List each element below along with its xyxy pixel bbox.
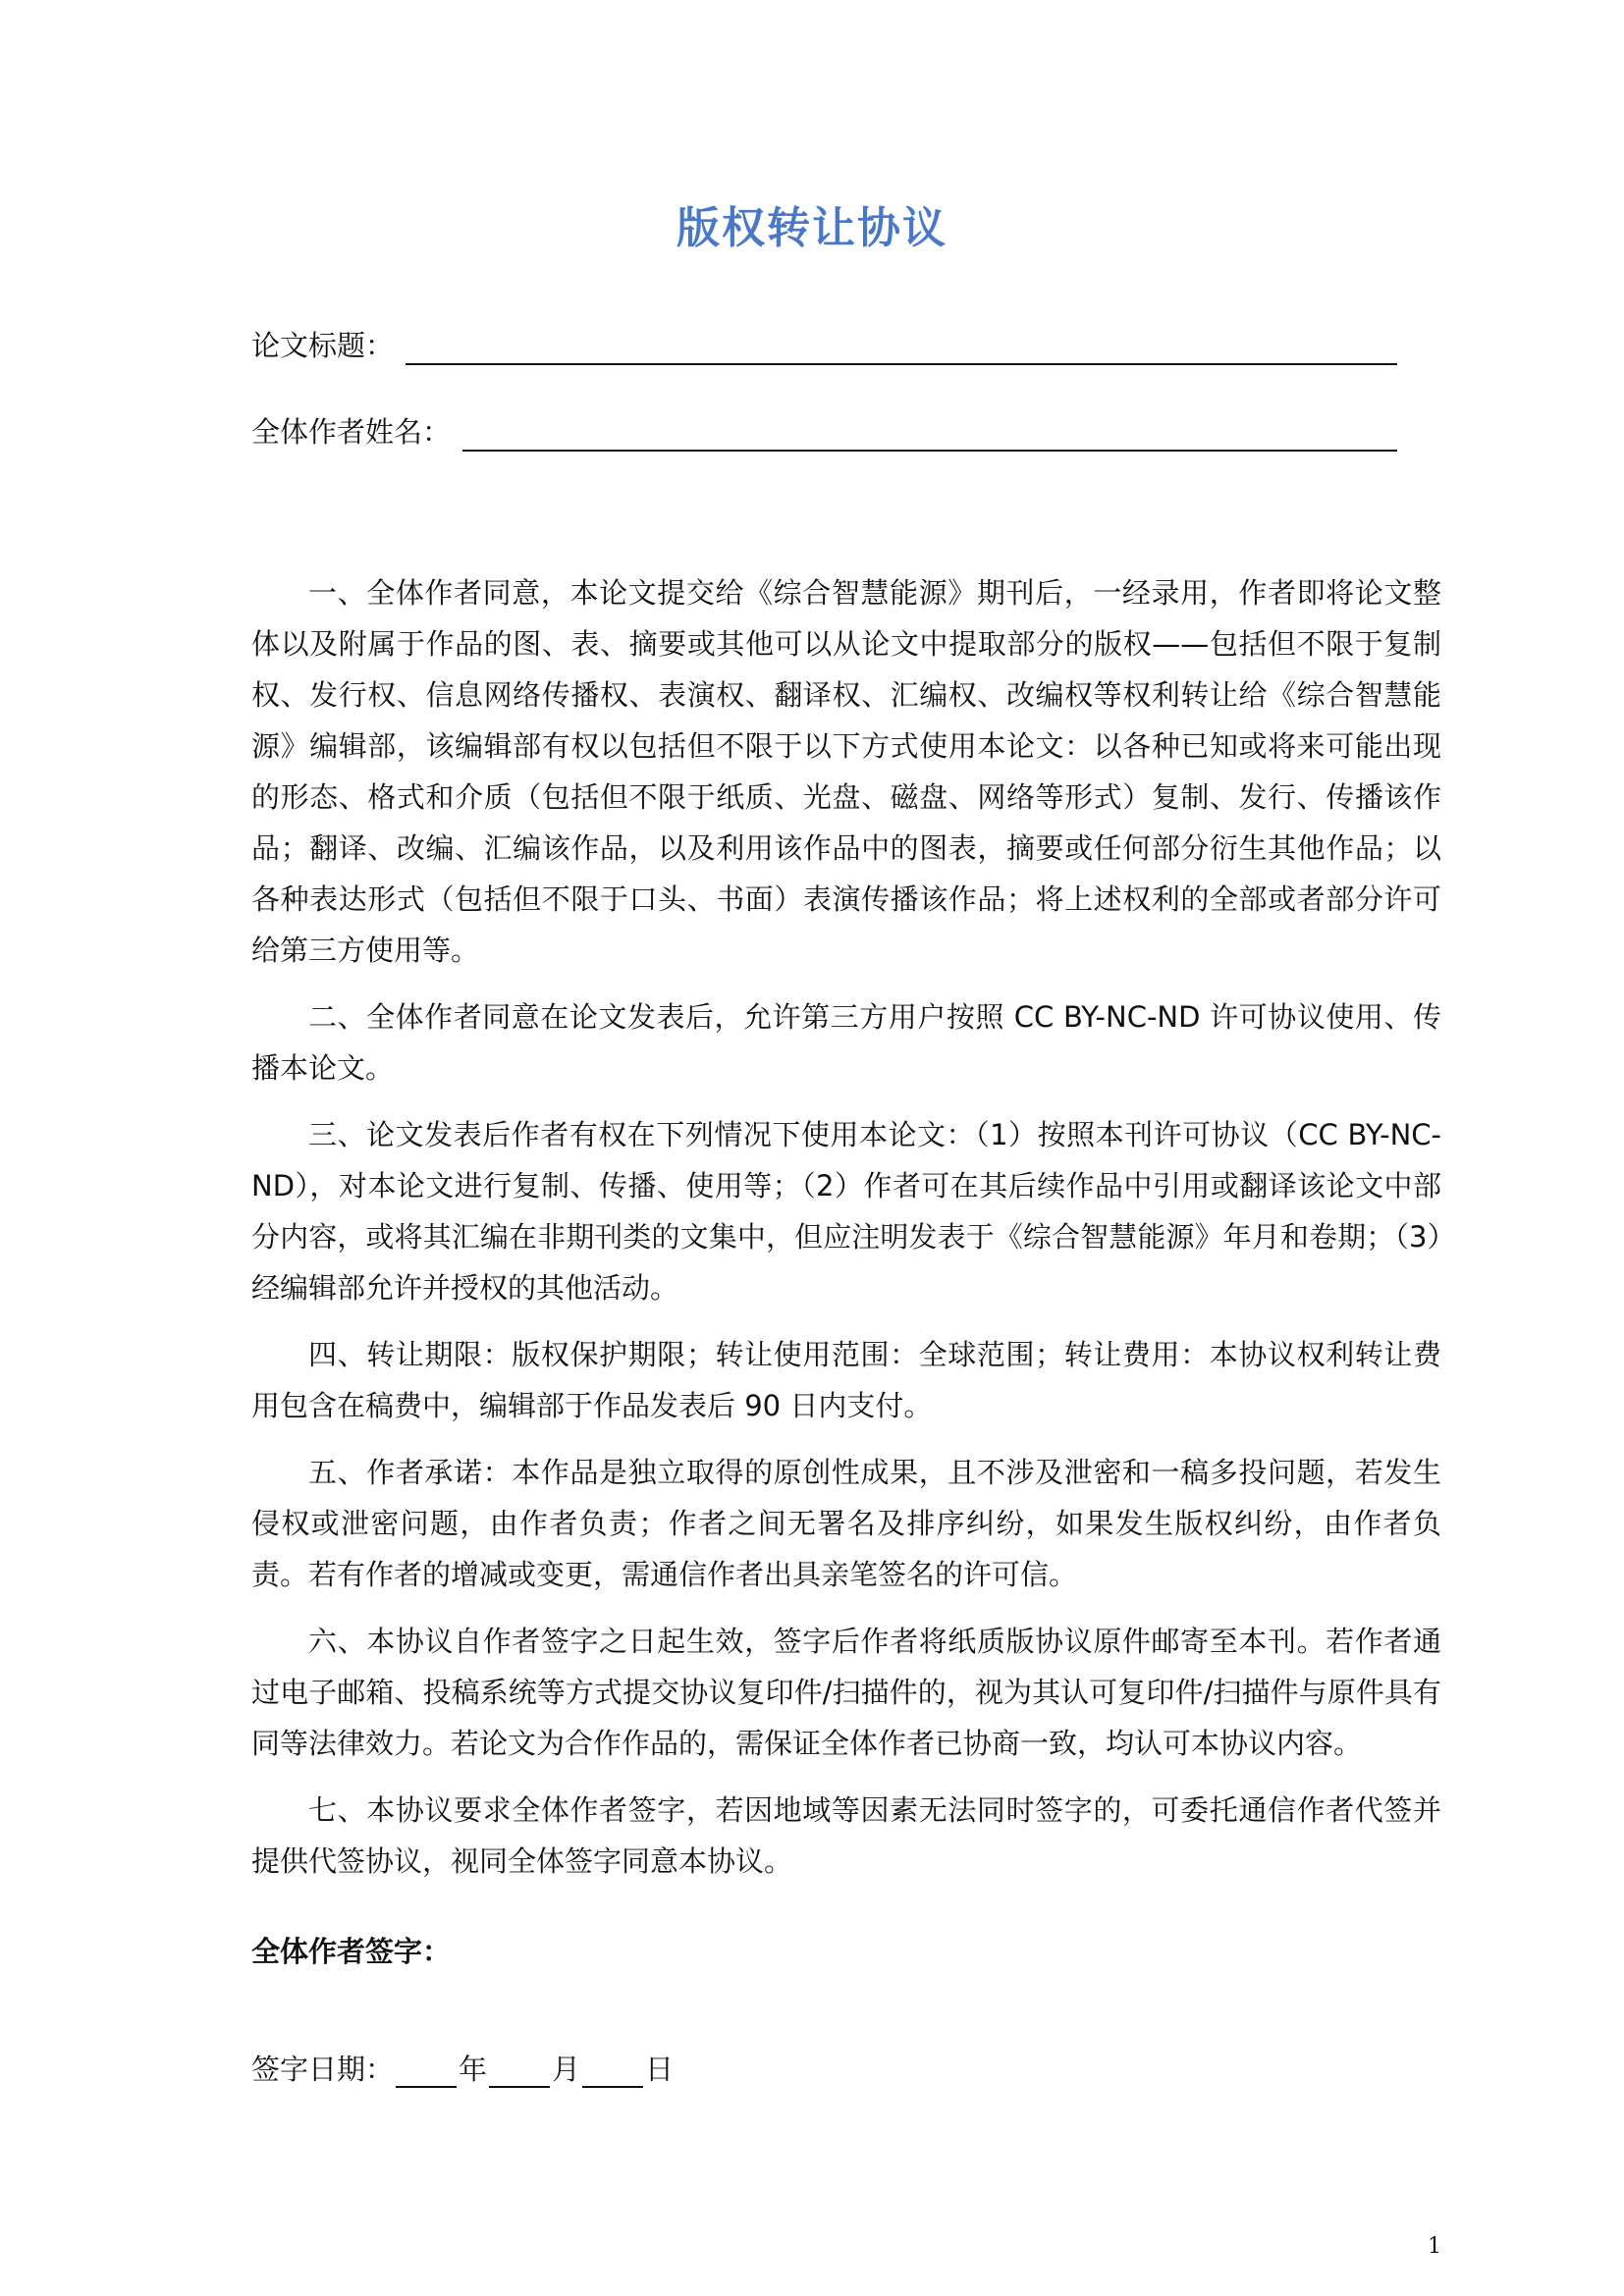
clause-7: 七、本协议要求全体作者签字，若因地域等因素无法同时签字的，可委托通信作者代签并提供代签协议，视同全体签字同意本协议。 — [251, 1793, 1441, 1878]
page-number: 1 — [1428, 2234, 1441, 2259]
paper-title-field — [251, 322, 1397, 365]
clause-2: 二、全体作者同意在论文发表后，允许第三方用户按照 CC BY-NC-ND 许可协议使用、传播本论文。 — [251, 1000, 1441, 1085]
day-blank[interactable] — [582, 2053, 643, 2088]
date-label: 签字日期： — [251, 2053, 395, 2086]
authors-label: 全体作者姓名： — [251, 415, 452, 449]
clause-6: 六、本协议自作者签字之日起生效，签字后作者将纸质版协议原件邮寄至本刊。若作者通过电子邮箱、投稿系统等方式提交协议复印件/扫描件的，视为其认可复印件/扫描件与原件具有同等法律效力。若论文为合作作品的，需保证全体作者已协商一致，均认可本协议内容。 — [251, 1625, 1441, 1760]
day-label: 日 — [645, 2053, 675, 2086]
month-blank[interactable] — [489, 2053, 550, 2088]
authors-field — [251, 408, 1397, 452]
year-label: 年 — [459, 2053, 488, 2086]
signature-date-row — [251, 2048, 674, 2088]
clause-4: 四、转让期限：版权保护期限；转让使用范围：全球范围；转让费用：本协议权利转让费用包含在稿费中，编辑部于作品发表后 90 日内支付。 — [251, 1338, 1441, 1422]
paper-title-label: 论文标题： — [251, 329, 395, 362]
month-label: 月 — [552, 2053, 581, 2086]
clause-3: 三、论文发表后作者有权在下列情况下使用本论文：（1）按照本刊许可协议（CC BY-NC-ND），对本论文进行复制、传播、使用等；（2）作者可在其后续作品中引用或翻译该论文中部分内容，或将其汇编在非期刊类的文集中，但应注明发表于《综合智慧能源》年月和卷期；（3）经编辑部允许并授权的其他活动。 — [251, 1118, 1441, 1305]
signature-label: 全体作者签字： — [251, 1935, 452, 1968]
paper-title-blank-line[interactable] — [406, 328, 1397, 365]
agreement-body — [251, 567, 1441, 1902]
year-blank[interactable] — [396, 2053, 457, 2088]
clause-1: 一、全体作者同意，本论文提交给《综合智慧能源》期刊后，一经录用，作者即将论文整体以及附属于作品的图、表、摘要或其他可以从论文中提取部分的版权——包括但不限于复制权、发行权、信息网络传播权、表演权、翻译权、汇编权、改编权等权利转让给《综合智慧能源》编辑部，该编辑部有权以包括但不限于以下方式使用本论文：以各种已知或将来可能出现的形态、格式和介质（包括但不限于纸质、光盘、磁盘、网络等形式）复制、发行、传播该作品；翻译、改编、汇编该作品，以及利用该作品中的图表，摘要或任何部分衍生其他作品；以各种表达形式（包括但不限于口头、书面）表演传播该作品；将上述权利的全部或者部分许可给第三方使用等。 — [251, 576, 1441, 967]
clause-5: 五、作者承诺：本作品是独立取得的原创性成果，且不涉及泄密和一稿多投问题，若发生侵权或泄密问题，由作者负责；作者之间无署名及排序纠纷，如果发生版权纠纷，由作者负责。若有作者的增减或变更，需通信作者出具亲笔签名的许可信。 — [251, 1456, 1441, 1591]
authors-blank-line[interactable] — [462, 414, 1397, 452]
document-title: 版权转让协议 — [677, 203, 947, 253]
